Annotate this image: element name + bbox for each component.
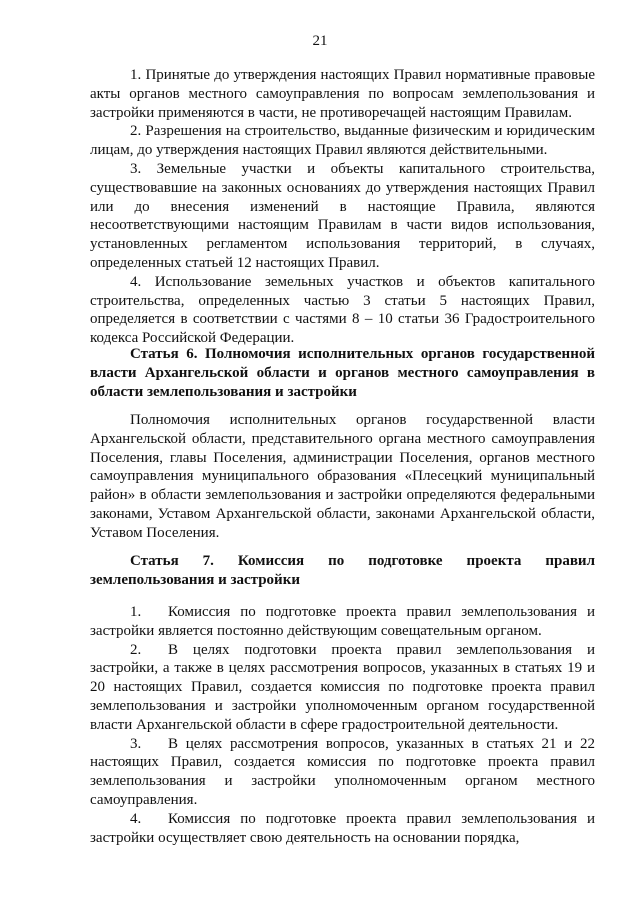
item-text: В целях подготовки проекта правил землепользования и застройки, а также в целях рассмотрения вопросов, указанных в статьях 19 и 20 настоящих Правил, создается комиссия по подготовке проекта правил землепользования и застройки уполномоченным органом государственной власти Архангельской области в сфере градостроительной деятельности. [90, 641, 595, 733]
article-7-heading-block [90, 552, 595, 590]
item-number: 3. [130, 735, 142, 752]
paragraph-1: 1. Принятые до утверждения настоящих Правил нормативные правовые акты органов местного самоуправления по вопросам землепользования и застройки применяются в части, не противоречащей настоящим Правилам. [90, 67, 595, 121]
item-text: В целях рассмотрения вопросов, указанных в статьях 21 и 22 настоящих Правил, создается комиссия по подготовке проекта правил землепользования и застройки уполномоченным органом местного самоуправления. [90, 735, 595, 808]
article-7-item-2 [90, 641, 595, 735]
intro-paragraphs [90, 66, 595, 348]
page-number: 21 [312, 33, 328, 49]
paragraph-3: 3. Земельные участки и объекты капитального строительства, существовавшие на законных основаниях до утверждения настоящих Правил или до внесения изменений в настоящие Правила, являются несоответствующими настоящим Правилам в части видов использования, установленных регламентом использования территорий, в случаях, определенных статьей 12 настоящих Правил. [90, 160, 595, 271]
article-7-item-3 [90, 735, 595, 810]
article-6-heading: Статья 6. Полномочия исполнительных органов государственной власти Архангельской области и органов местного самоуправления в области землепользования и застройки [90, 346, 595, 400]
item-number: 2. [130, 641, 142, 658]
article-6-heading-block [90, 345, 595, 401]
article-7-heading: Статья 7. Комиссия по подготовке проекта правил землепользования и застройки [90, 553, 595, 588]
item-text: Комиссия по подготовке проекта правил землепользования и застройки осуществляет свою деятельность на основании порядка, [90, 810, 595, 846]
article-7-item-1 [90, 603, 595, 641]
item-text: Комиссия по подготовке проекта правил землепользования и застройки является постоянно действующим совещательным органом. [90, 604, 595, 639]
article-6-body: Полномочия исполнительных органов государственной власти Архангельской области, представительного органа местного самоуправления Поселения, главы Поселения, администрации Поселения, органов местного самоуправления муниципального образования «Плесецкий муниципальный район» в области землепользования и застройки определяются федеральными законами, Уставом Архангельской области, законами Архангельской области, Уставом Поселения. [90, 412, 595, 541]
paragraph-2: 2. Разрешения на строительство, выданные физическим и юридическим лицам, до утверждения настоящих Правил являются действительными. [90, 123, 595, 159]
item-number: 4. [130, 810, 142, 827]
article-6-body-block [90, 411, 595, 543]
article-7-items [90, 603, 595, 847]
article-7-item-4 [90, 810, 595, 848]
paragraph-4: 4. Использование земельных участков и объектов капитального строительства, определенных частью 3 статьи 5 настоящих Правил, определяется в соответствии с частями 8 – 10 статьи 36 Градостроительного кодекса Российской Федерации. [90, 273, 595, 347]
item-number: 1. [130, 604, 142, 620]
